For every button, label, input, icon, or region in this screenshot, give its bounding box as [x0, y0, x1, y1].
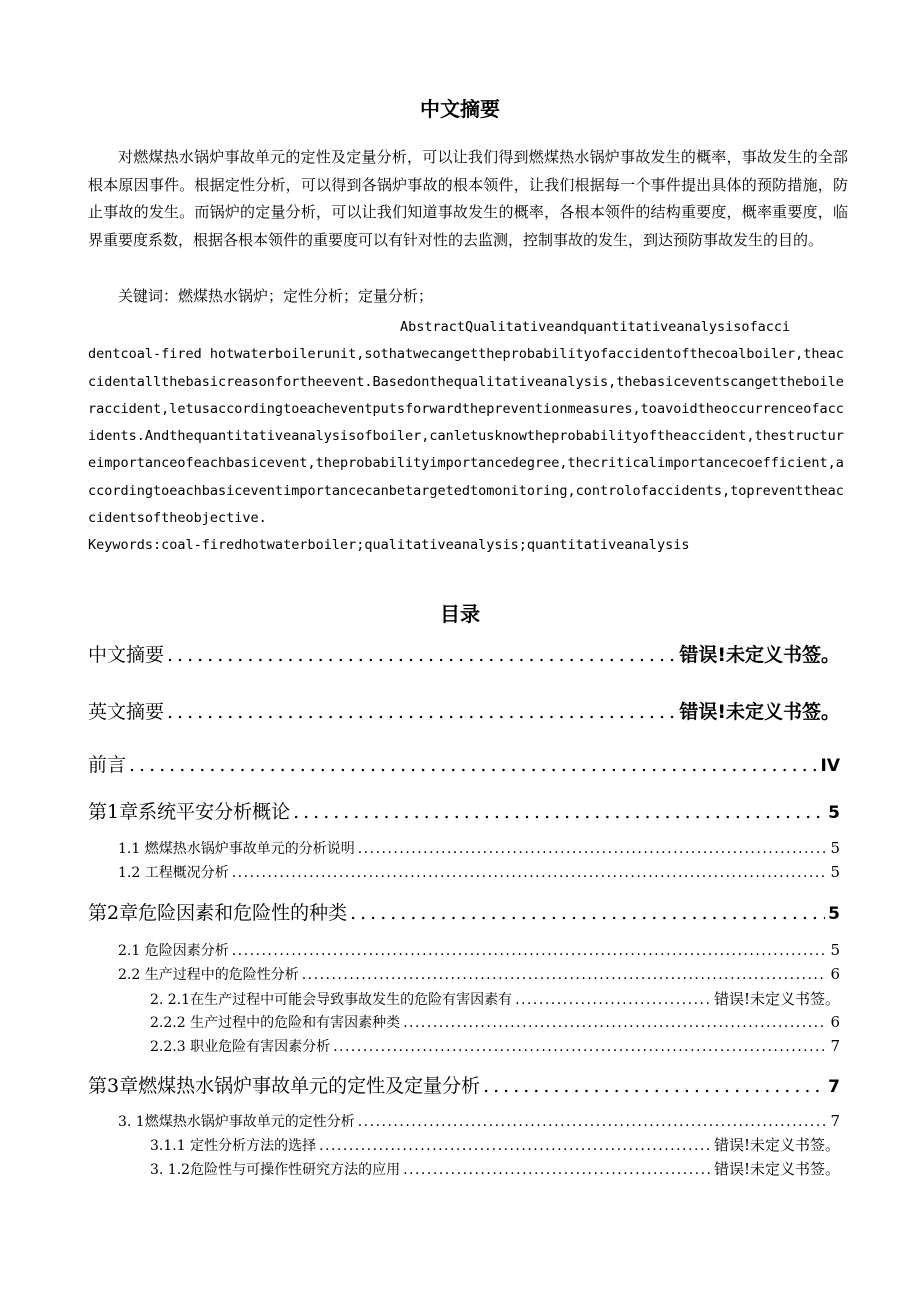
toc-leader-dots: [358, 1114, 828, 1130]
toc-title: 目录: [440, 602, 480, 626]
toc-entry-label: 2.1 危险因素分析: [118, 943, 229, 959]
toc-entry-page: 6: [830, 965, 840, 983]
toc-entry-page: IV: [820, 756, 840, 776]
toc-leader-dots: [293, 801, 825, 823]
toc-entry[interactable]: [118, 838, 840, 858]
toc-leader-dots: [302, 967, 828, 983]
toc-entry[interactable]: [88, 1071, 840, 1098]
toc-entry[interactable]: [150, 1036, 840, 1056]
toc-entry[interactable]: [118, 964, 840, 984]
toc-entry-page: 5: [830, 941, 840, 959]
toc-leader-dots: [333, 1039, 827, 1055]
toc-entry-page: 7: [830, 1112, 840, 1130]
toc-entry[interactable]: [88, 640, 840, 667]
toc-leader-dots: [403, 1015, 827, 1031]
toc-entry-page: 错误!未定义书签。: [679, 701, 840, 723]
toc-entry-label: 2. 2.1在生产过程中可能会导致事故发生的危险有害因素有: [150, 992, 513, 1008]
toc-leader-dots: [167, 701, 676, 723]
toc-entry-page: 7: [830, 1037, 840, 1055]
toc-entry-label: 3. 1.2危险性与可操作性研究方法的应用: [150, 1162, 401, 1178]
toc-entry-label: 中文摘要: [88, 644, 165, 666]
toc-leader-dots: [403, 1162, 711, 1178]
toc-entry-page: 错误!未定义书签。: [713, 990, 840, 1008]
toc-entry[interactable]: [118, 940, 840, 960]
toc-entry-page: 5: [828, 904, 840, 924]
chinese-keywords: 关键词：燃煤热水锅炉；定性分析；定量分析；: [118, 287, 434, 305]
toc-leader-dots: [232, 943, 828, 959]
toc-leader-dots: [129, 754, 818, 776]
toc-entry[interactable]: [150, 988, 840, 1009]
toc-entry-page: 6: [830, 1013, 840, 1031]
toc-leader-dots: [358, 841, 828, 857]
toc-entry[interactable]: [150, 1158, 840, 1179]
toc-entry-label: 第2章危险因素和危险性的种类: [88, 902, 348, 924]
toc-entry-label: 3. 1燃煤热水锅炉事故单元的定性分析: [118, 1114, 355, 1130]
toc-entry-label: 前言: [88, 754, 127, 776]
toc-entry[interactable]: [88, 697, 840, 724]
toc-entry-label: 2.2.3 职业危险有害因素分析: [150, 1039, 331, 1055]
toc-entry-page: 7: [828, 1077, 840, 1097]
toc-leader-dots: [319, 1138, 711, 1154]
toc-entry-page: 错误!未定义书签。: [679, 644, 840, 666]
toc-entry[interactable]: [88, 797, 840, 824]
toc-entry-label: 3.1.1 定性分析方法的选择: [150, 1138, 317, 1154]
toc-entry-page: 错误!未定义书签。: [713, 1160, 840, 1178]
toc-entry-label: 2.2 生产过程中的危险性分析: [118, 967, 299, 983]
toc-entry-label: 1.2 工程概况分析: [118, 865, 229, 881]
toc-entry-label: 2.2.2 生产过程中的危险和有害因素种类: [150, 1015, 401, 1031]
toc-entry-page: 5: [830, 839, 840, 857]
toc-entry-page: 5: [830, 863, 840, 881]
toc-entry-page: 错误!未定义书签。: [713, 1136, 840, 1154]
toc-entry[interactable]: [118, 1111, 840, 1131]
toc-entry-label: 1.1 燃煤热水锅炉事故单元的分析说明: [118, 841, 355, 857]
chinese-abstract-title: 中文摘要: [420, 97, 500, 121]
toc-leader-dots: [515, 992, 711, 1008]
toc-entry[interactable]: [118, 862, 840, 882]
toc-leader-dots: [350, 902, 825, 924]
toc-leader-dots: [167, 644, 676, 666]
toc-leader-dots: [232, 865, 828, 881]
toc-entry[interactable]: [150, 1012, 840, 1032]
english-abstract-body: dentcoal-fired hotwaterboilerunit,sothatwecangettheprobabilityofaccidentofthecoalboiler,theaccidentallthebasicreasonfortheevent.Basedonthequalitativeanalysis,thebasiceventscangettheboileraccident,letusaccordingtoeacheventputsforwardthepreventionmeasures,toavoidtheoccurrenceofaccidents.Andthequantitativeanalysisofboiler,canletusknowtheprobabilityoftheaccident,thestructureimportanceofeachbasicevent,theprobabilityimportancedegree,thecriticalimportancecoefficient,accordingtoeachbasiceventimportancecanbetargetedtomonitoring,controlofaccidents,topreventtheaccidentsoftheobjective.: [88, 346, 844, 527]
toc-entry[interactable]: [150, 1134, 840, 1155]
toc-entry-label: 英文摘要: [88, 701, 165, 723]
toc-entry-page: 5: [828, 803, 840, 823]
toc-entry[interactable]: [88, 898, 840, 925]
chinese-abstract-body: 对燃煤热水锅炉事故单元的定性及定量分析，可以让我们得到燃煤热水锅炉事故发生的概率，事故发生的全部根本原因事件。根据定性分析，可以得到各锅炉事故的根本领件，让我们根据每一个事件提出具体的预防措施，防止事故的发生。而锅炉的定量分析，可以让我们知道事故发生的概率，各根本领件的结构重要度，概率重要度，临界重要度系数，根据各根本领件的重要度可以有针对性的去监测，控制事故的发生，到达预防事故发生的目的。: [88, 148, 848, 249]
english-abstract: [88, 314, 848, 560]
toc-entry[interactable]: [88, 750, 840, 777]
toc-entry-label: 第3章燃煤热水锅炉事故单元的定性及定量分析: [88, 1075, 481, 1097]
english-abstract-first-line: AbstractQualitativeandquantitativeanalysisofacci: [400, 319, 791, 335]
toc-entry-label: 第1章系统平安分析概论: [88, 801, 291, 823]
toc-leader-dots: [483, 1075, 825, 1097]
english-keywords: Keywords:coal-firedhotwaterboiler;qualitativeanalysis;quantitativeanalysis: [88, 537, 690, 554]
